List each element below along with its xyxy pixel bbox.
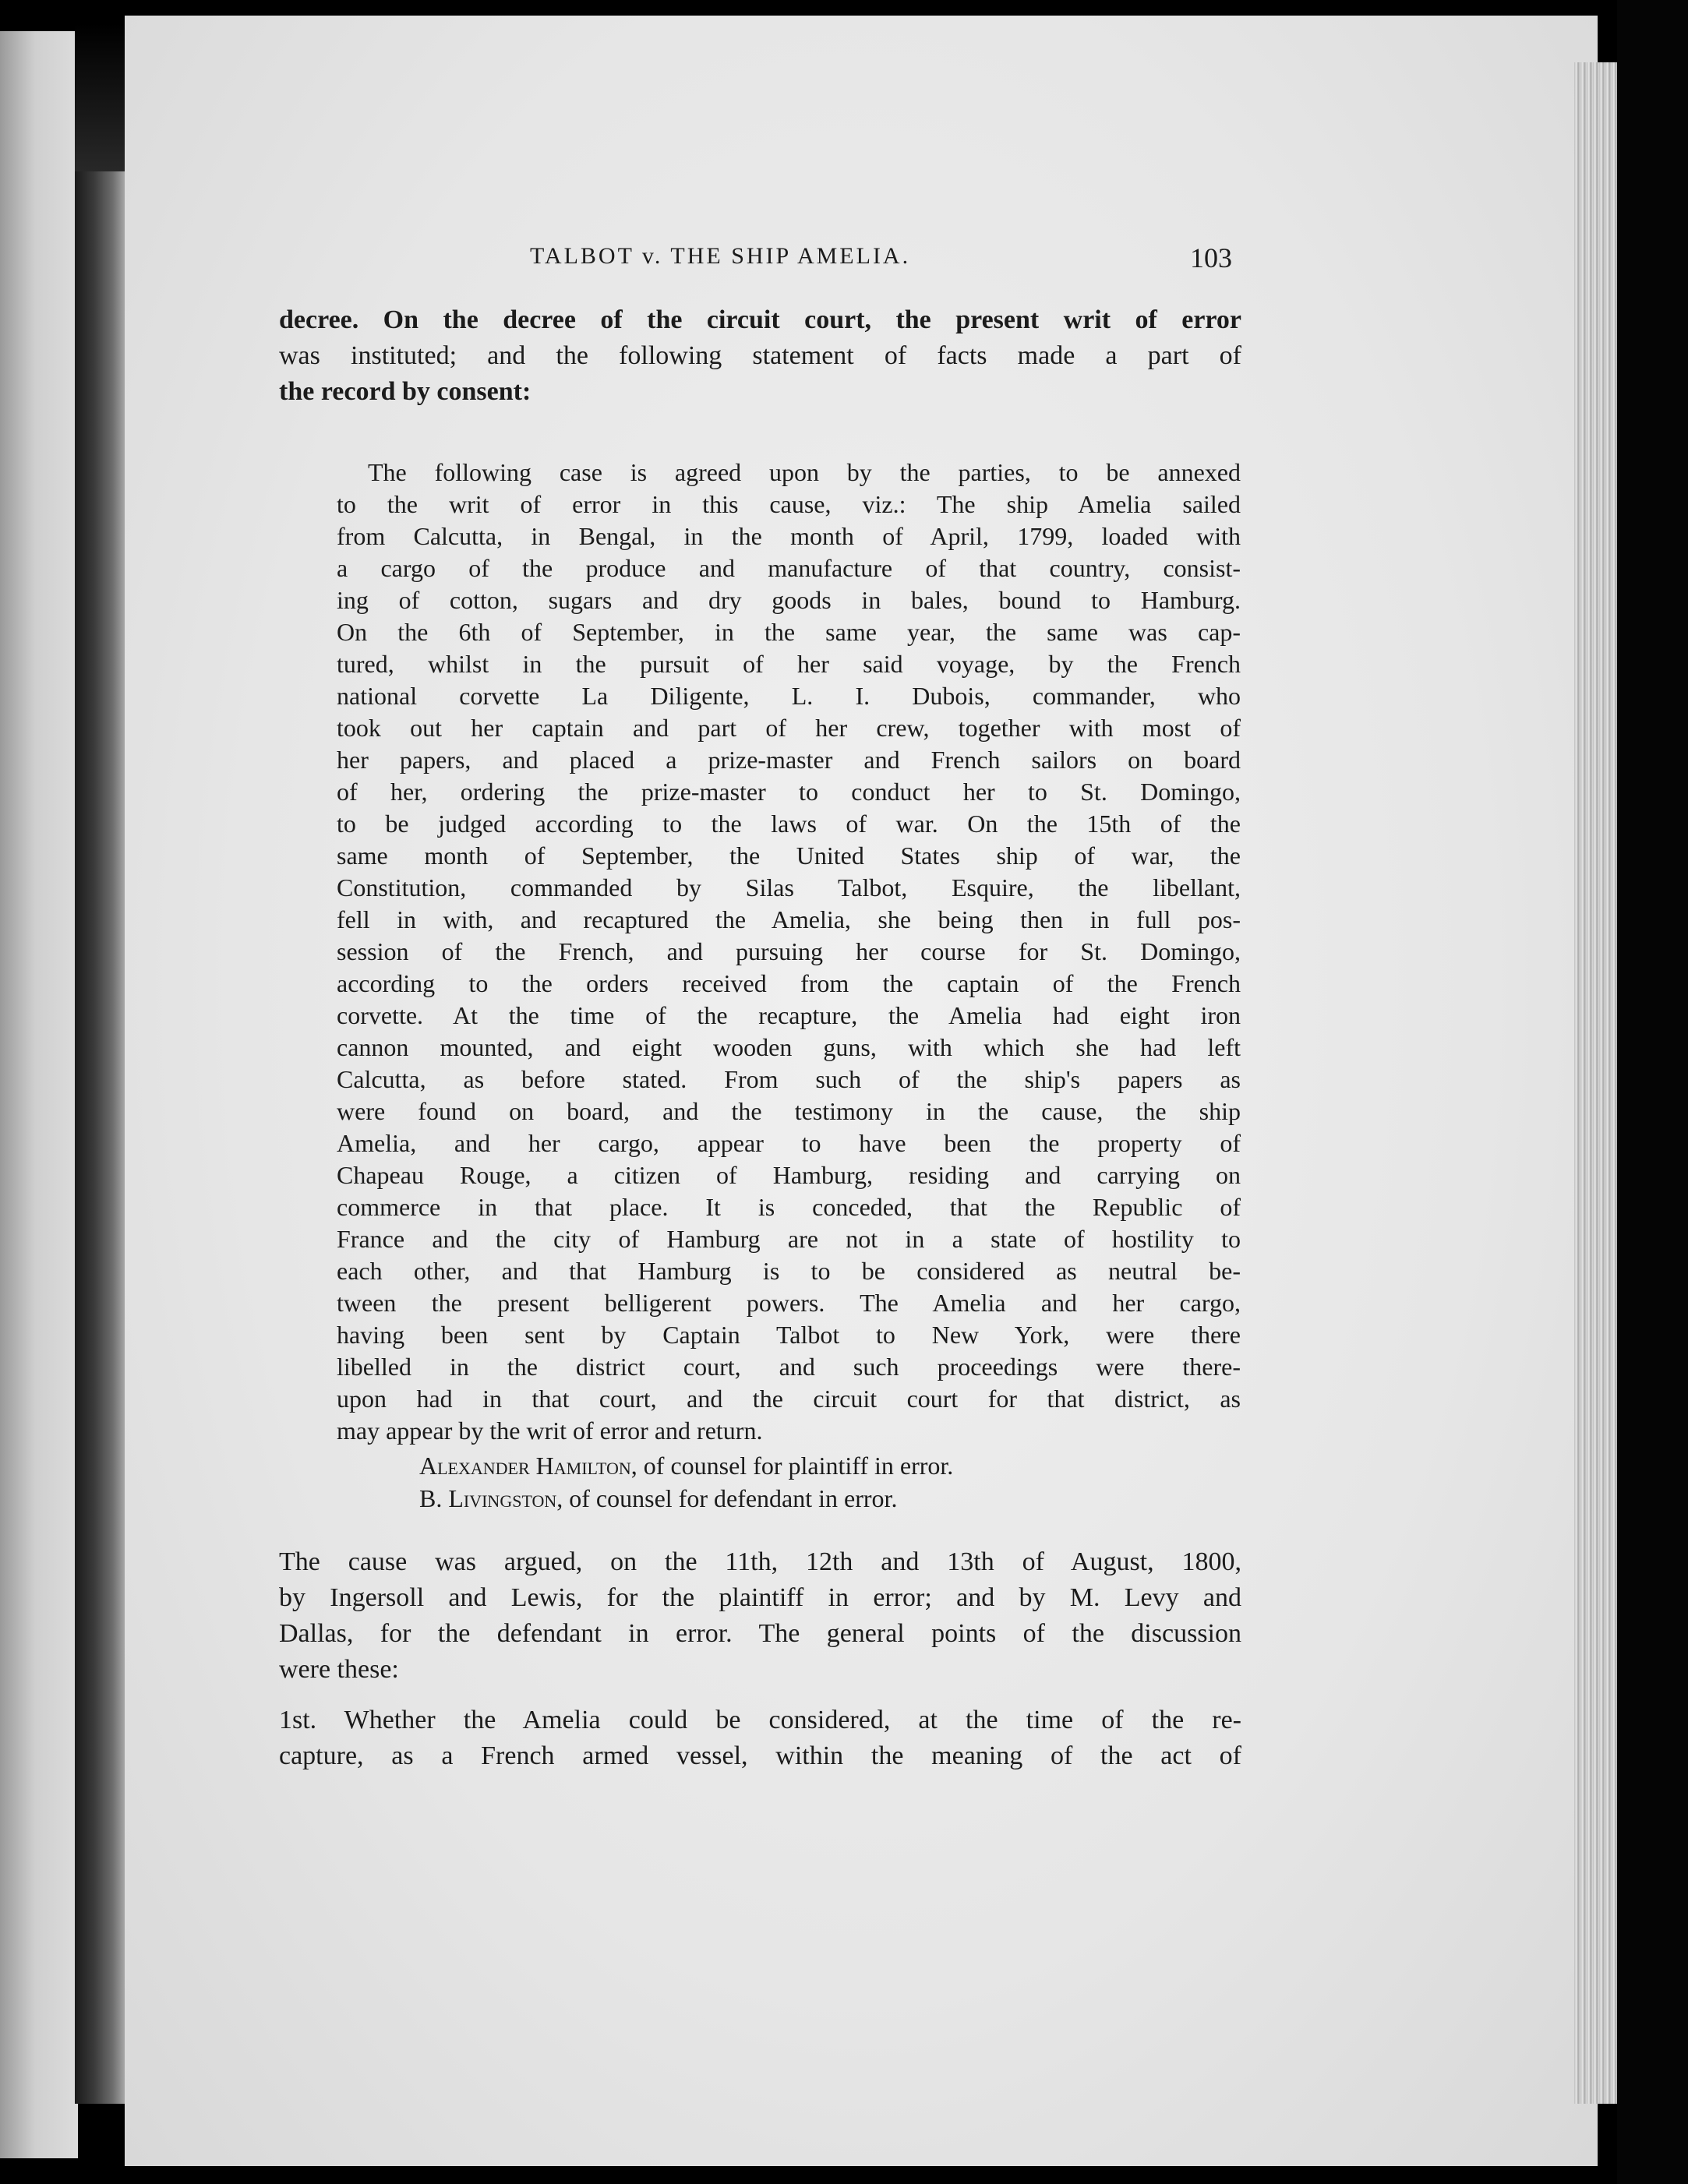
text-line: 1st. Whether the Amelia could be considered, at the time of the re- (279, 1706, 1241, 1734)
text-line: a cargo of the produce and manufacture of that country, consist- (337, 554, 1241, 582)
text-line: same month of September, the United States ship of war, the (337, 841, 1241, 870)
text-line: session of the French, and pursuing her course for St. Domingo, (337, 937, 1241, 965)
text-line: took out her captain and part of her crew, together with most of (337, 714, 1241, 742)
counsel-role: , of counsel for plaintiff in error. (630, 1452, 954, 1480)
text-line: Calcutta, as before stated. From such of the ship's papers as (337, 1065, 1241, 1093)
text-line: from Calcutta, in Bengal, in the month of April, 1799, loaded with (337, 522, 1241, 550)
points-paragraph (279, 1702, 1241, 1774)
text-line: Chapeau Rouge, a citizen of Hamburg, residing and carrying on (337, 1161, 1241, 1189)
text-line: ing of cotton, sugars and dry goods in bales, bound to Hamburg. (337, 586, 1241, 614)
text-line: libelled in the district court, and such proceedings were there- (337, 1353, 1241, 1381)
text-line: upon had in that court, and the circuit court for that district, as (337, 1385, 1241, 1413)
text-line: tween the present belligerent powers. The Amelia and her cargo, (337, 1289, 1241, 1317)
text-line: cannon mounted, and eight wooden guns, with which she had left (337, 1033, 1241, 1061)
running-head: TALBOT v. THE SHIP AMELIA. (530, 243, 911, 269)
gutter-shadow-top (75, 23, 129, 179)
counsel-role: , of counsel for defendant in error. (556, 1484, 898, 1512)
facing-page-edge (0, 31, 78, 2158)
text-line: according to the orders received from the captain of the French (337, 969, 1241, 997)
signature-line (419, 1482, 1245, 1515)
text-line: tured, whilst in the pursuit of her said voyage, by the French (337, 650, 1241, 678)
signature-line (419, 1449, 1245, 1482)
counsel-signatures (419, 1449, 1245, 1515)
text-line: the record by consent: (279, 377, 531, 406)
text-line: were found on board, and the testimony in the cause, the ship (337, 1097, 1241, 1125)
text-line: France and the city of Hamburg are not in a state of hostility to (337, 1225, 1241, 1253)
text-line: fell in with, and recaptured the Amelia, she being then in full pos- (337, 905, 1241, 933)
intro-paragraph (279, 302, 1241, 410)
text-line: to the writ of error in this cause, viz.: The ship Amelia sailed (337, 490, 1241, 518)
page-edges (1574, 62, 1617, 2104)
counsel-name: B. Livingston (419, 1484, 557, 1512)
text-line: by Ingersoll and Lewis, for the plaintiff in error; and by M. Levy and (279, 1583, 1241, 1612)
text-line: having been sent by Captain Talbot to New York, were there (337, 1321, 1241, 1349)
scan-background-right (1617, 0, 1688, 2184)
text-line: Dallas, for the defendant in error. The general points of the discussion (279, 1619, 1241, 1648)
counsel-name: Alexander Hamilton (419, 1452, 631, 1480)
text-line: her papers, and placed a prize-master and French sailors on board (337, 746, 1241, 774)
text-line: national corvette La Diligente, L. I. Dubois, commander, who (337, 682, 1241, 710)
text-line: commerce in that place. It is conceded, that the Republic of (337, 1193, 1241, 1221)
text-line: The cause was argued, on the 11th, 12th and 13th of August, 1800, (279, 1547, 1241, 1576)
text-line: to be judged according to the laws of war. On the 15th of the (337, 810, 1241, 838)
agreed-case-statement (337, 457, 1241, 1447)
text-line: Constitution, commanded by Silas Talbot, Esquire, the libellant, (337, 873, 1241, 901)
page-number: 103 (1190, 242, 1232, 273)
text-line: decree. On the decree of the circuit court, the present writ of error (279, 305, 1241, 334)
text-line: may appear by the writ of error and return. (337, 1417, 763, 1445)
text-line: Amelia, and her cargo, appear to have been the property of (337, 1129, 1241, 1157)
argument-paragraph (279, 1544, 1241, 1688)
text-line: were these: (279, 1655, 399, 1684)
text-line: corvette. At the time of the recapture, the Amelia had eight iron (337, 1001, 1241, 1029)
book-gutter (75, 171, 129, 2104)
text-line: The following case is agreed upon by the parties, to be annexed (368, 458, 1241, 486)
text-line: capture, as a French armed vessel, within the meaning of the act of (279, 1741, 1241, 1770)
text-line: of her, ordering the prize-master to conduct her to St. Domingo, (337, 778, 1241, 806)
text-line: was instituted; and the following statement of facts made a part of (279, 341, 1241, 370)
text-line: On the 6th of September, in the same year, the same was cap- (337, 618, 1241, 646)
text-line: each other, and that Hamburg is to be considered as neutral be- (337, 1257, 1241, 1285)
